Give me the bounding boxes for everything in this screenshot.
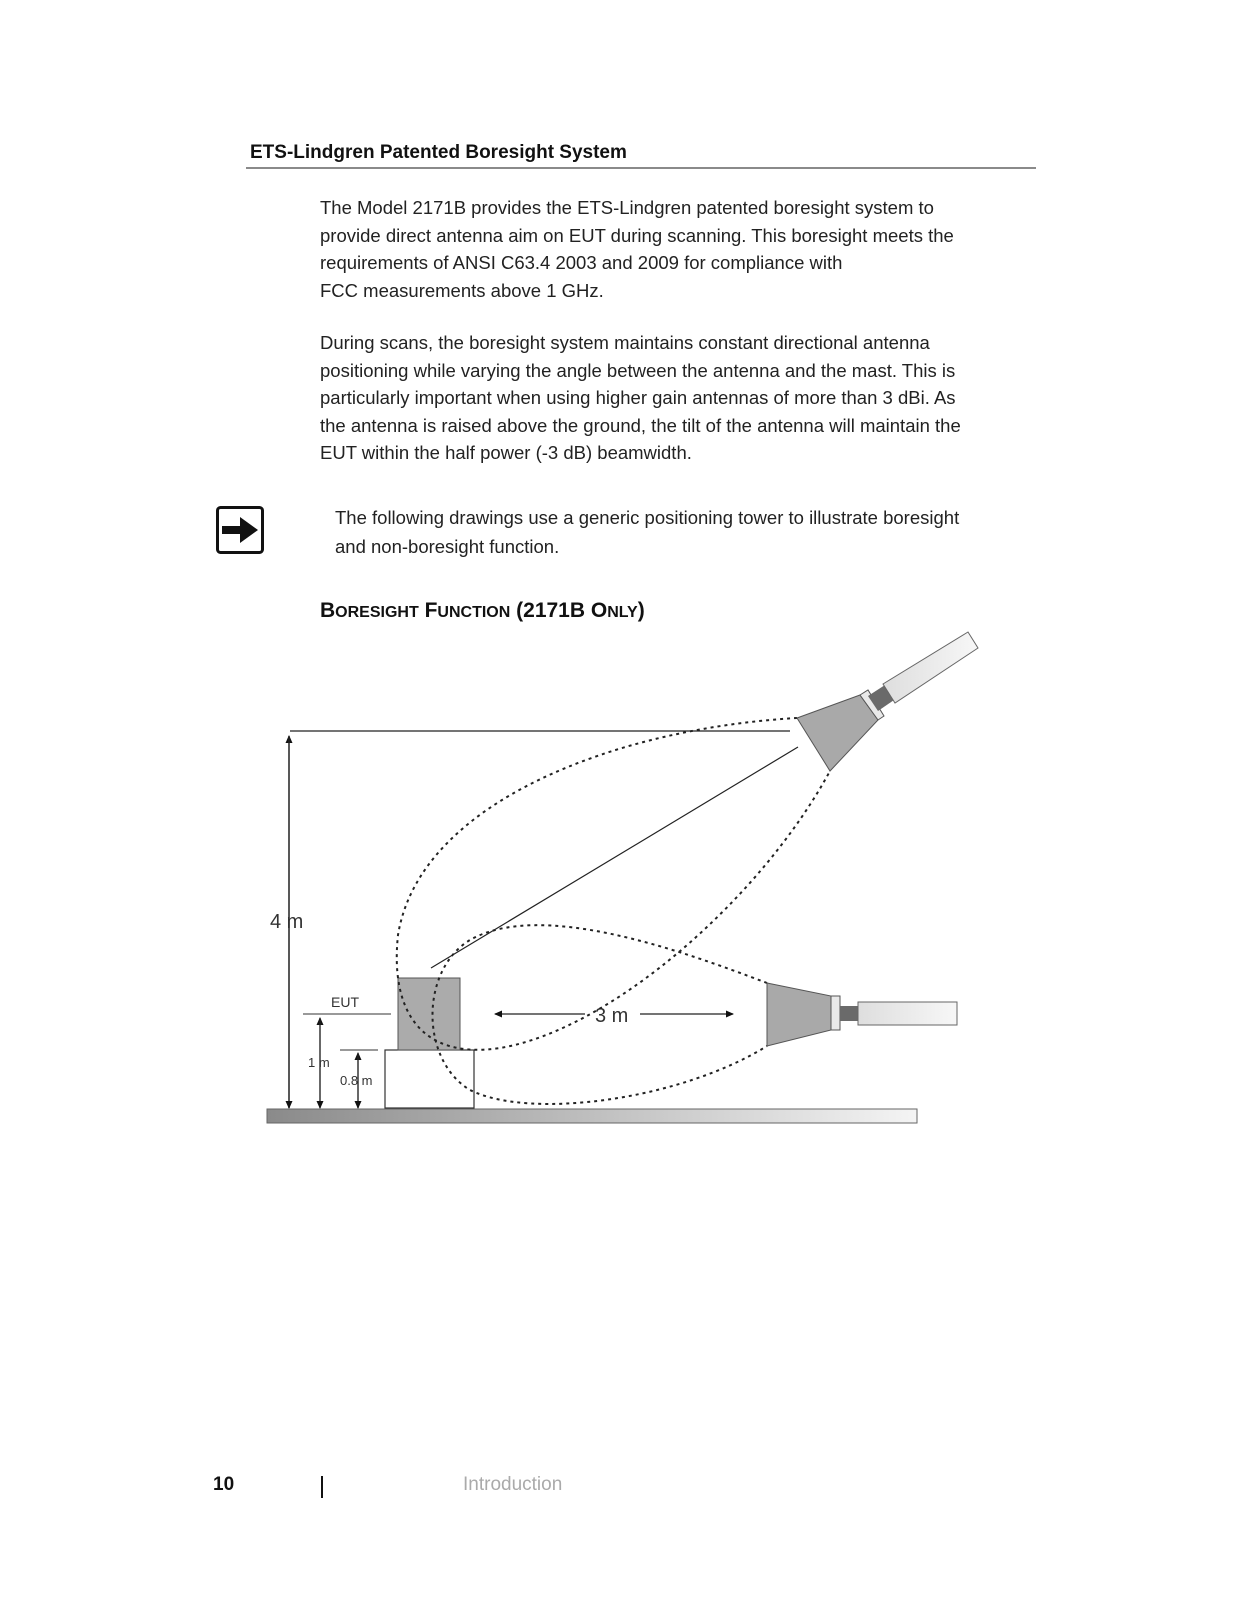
label-1m: 1 m <box>308 1055 330 1070</box>
text-line: particularly important when using higher gain antennas of more than 3 dBi. As <box>320 387 956 408</box>
ground-plane <box>267 1109 917 1123</box>
paragraph-scan-behavior <box>320 329 1020 467</box>
height-4m-dimension <box>289 731 790 1108</box>
text-line: The following drawings use a generic positioning tower to illustrate boresight <box>335 507 960 528</box>
text-line: EUT within the half power (-3 dB) beamwidth. <box>320 442 692 463</box>
table <box>385 1050 474 1108</box>
text-line: provide direct antenna aim on EUT during scanning. This boresight meets the <box>320 224 954 246</box>
text-line: the antenna is raised above the ground, the tilt of the antenna will maintain the <box>320 414 961 436</box>
boresight-line <box>431 747 798 968</box>
label-4m: 4 m <box>270 911 304 933</box>
label-eut: EUT <box>331 994 359 1010</box>
section-divider <box>246 167 1036 169</box>
text-line: and non-boresight function. <box>335 535 560 557</box>
text-line: During scans, the boresight system maintains constant directional antenna <box>320 332 930 353</box>
footer-divider <box>321 1476 323 1498</box>
page-number: 10 <box>213 1474 235 1495</box>
figure-title: BORESIGHT FUNCTION (2171B ONLY) <box>320 599 645 622</box>
note-text <box>335 504 1025 561</box>
text-line: positioning while varying the angle between the antenna and the mast. This is <box>320 359 956 381</box>
arrow-right-icon <box>216 506 264 554</box>
antenna-upper <box>797 632 978 771</box>
beam-lobe-upper <box>397 718 830 1050</box>
footer-section-name: Introduction <box>463 1474 563 1495</box>
label-08m: 0.8 m <box>340 1073 373 1088</box>
text-line: The Model 2171B provides the ETS-Lindgren patented boresight system to <box>320 197 934 218</box>
boresight-diagram <box>255 625 995 1135</box>
section-title: ETS-Lindgren Patented Boresight System <box>250 142 627 163</box>
text-line: FCC measurements above 1 GHz. <box>320 279 604 301</box>
text-line: requirements of ANSI C63.4 2003 and 2009 for compliance with <box>320 252 843 273</box>
eut-box <box>398 978 460 1050</box>
antenna-lower <box>767 983 957 1046</box>
paragraph-boresight-intro <box>320 194 1020 304</box>
label-3m: 3 m <box>595 1005 629 1027</box>
